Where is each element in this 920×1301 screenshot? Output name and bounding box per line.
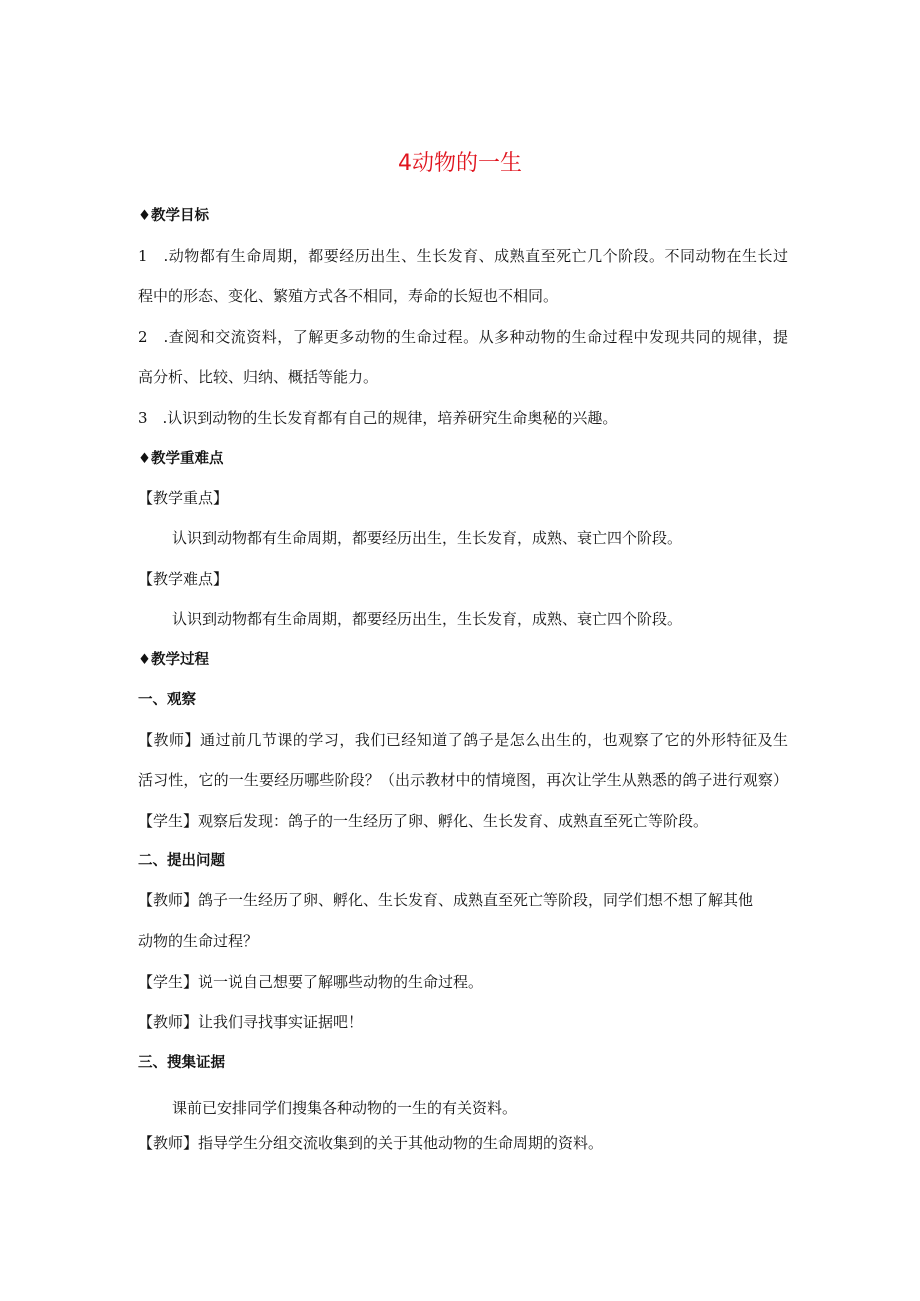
- step1-line-1: 【教师】通过前几节课的学习，我们已经知道了鸽子是怎么出生的，也观察了它的外形特征及生: [138, 731, 788, 749]
- objective-line-2: 程中的形态、变化、繁殖方式各不相同，寿命的长短也不相同。: [138, 287, 559, 305]
- step3-line-1: 课前已安排同学们搜集各种动物的一生的有关资料。: [172, 1099, 518, 1117]
- step2-line-2: 动物的生命过程？: [138, 932, 259, 950]
- key-point-text: 认识到动物都有生命周期，都要经历出生，生长发育，成熟、衰亡四个阶段。: [172, 529, 683, 547]
- step3-heading: 三、搜集证据: [138, 1055, 225, 1071]
- objective-line-4: 高分析、比较、归纳、概括等能力。: [138, 368, 379, 386]
- step2-heading: 二、提出问题: [138, 853, 225, 869]
- document-title: 4动物的一生: [398, 151, 522, 176]
- step2-line-4: 【教师】让我们寻找事实证据吧！: [138, 1013, 364, 1031]
- step1-line-2: 活习性，它的一生要经历哪些阶段？（出示教材中的情境图，再次让学生从熟悉的鸽子进行观察）: [138, 771, 788, 789]
- key-points-heading: ♦教学重难点: [138, 451, 224, 467]
- process-heading: ♦教学过程: [138, 652, 209, 668]
- difficulty-label: 【教学难点】: [138, 570, 229, 588]
- step3-line-2: 【教师】指导学生分组交流收集到的关于其他动物的生命周期的资料。: [138, 1134, 604, 1152]
- step1-heading: 一、观察: [138, 692, 196, 708]
- step2-line-1: 【教师】鸽子一生经历了卵、孵化、生长发育、成熟直至死亡等阶段，同学们想不想了解其他: [138, 891, 754, 909]
- objective-line-5: 3 .认识到动物的生长发育都有自己的规律，培养研究生命奥秘的兴趣。: [138, 409, 618, 427]
- difficulty-text: 认识到动物都有生命周期，都要经历出生，生长发育，成熟、衰亡四个阶段。: [172, 610, 683, 628]
- objectives-heading: ♦教学目标: [138, 208, 209, 224]
- objective-line-3: 2 .查阅和交流资料，了解更多动物的生命过程。从多种动物的生命过程中发现共同的规律，提: [138, 328, 788, 346]
- step1-line-3: 【学生】观察后发现：鸽子的一生经历了卵、孵化、生长发育、成熟直至死亡等阶段。: [138, 812, 709, 830]
- key-point-label: 【教学重点】: [138, 489, 229, 507]
- step2-line-3: 【学生】说一说自己想要了解哪些动物的生命过程。: [138, 973, 484, 991]
- objective-line-1: 1 .动物都有生命周期，都要经历出生、生长发育、成熟直至死亡几个阶段。不同动物在生长过: [138, 247, 788, 265]
